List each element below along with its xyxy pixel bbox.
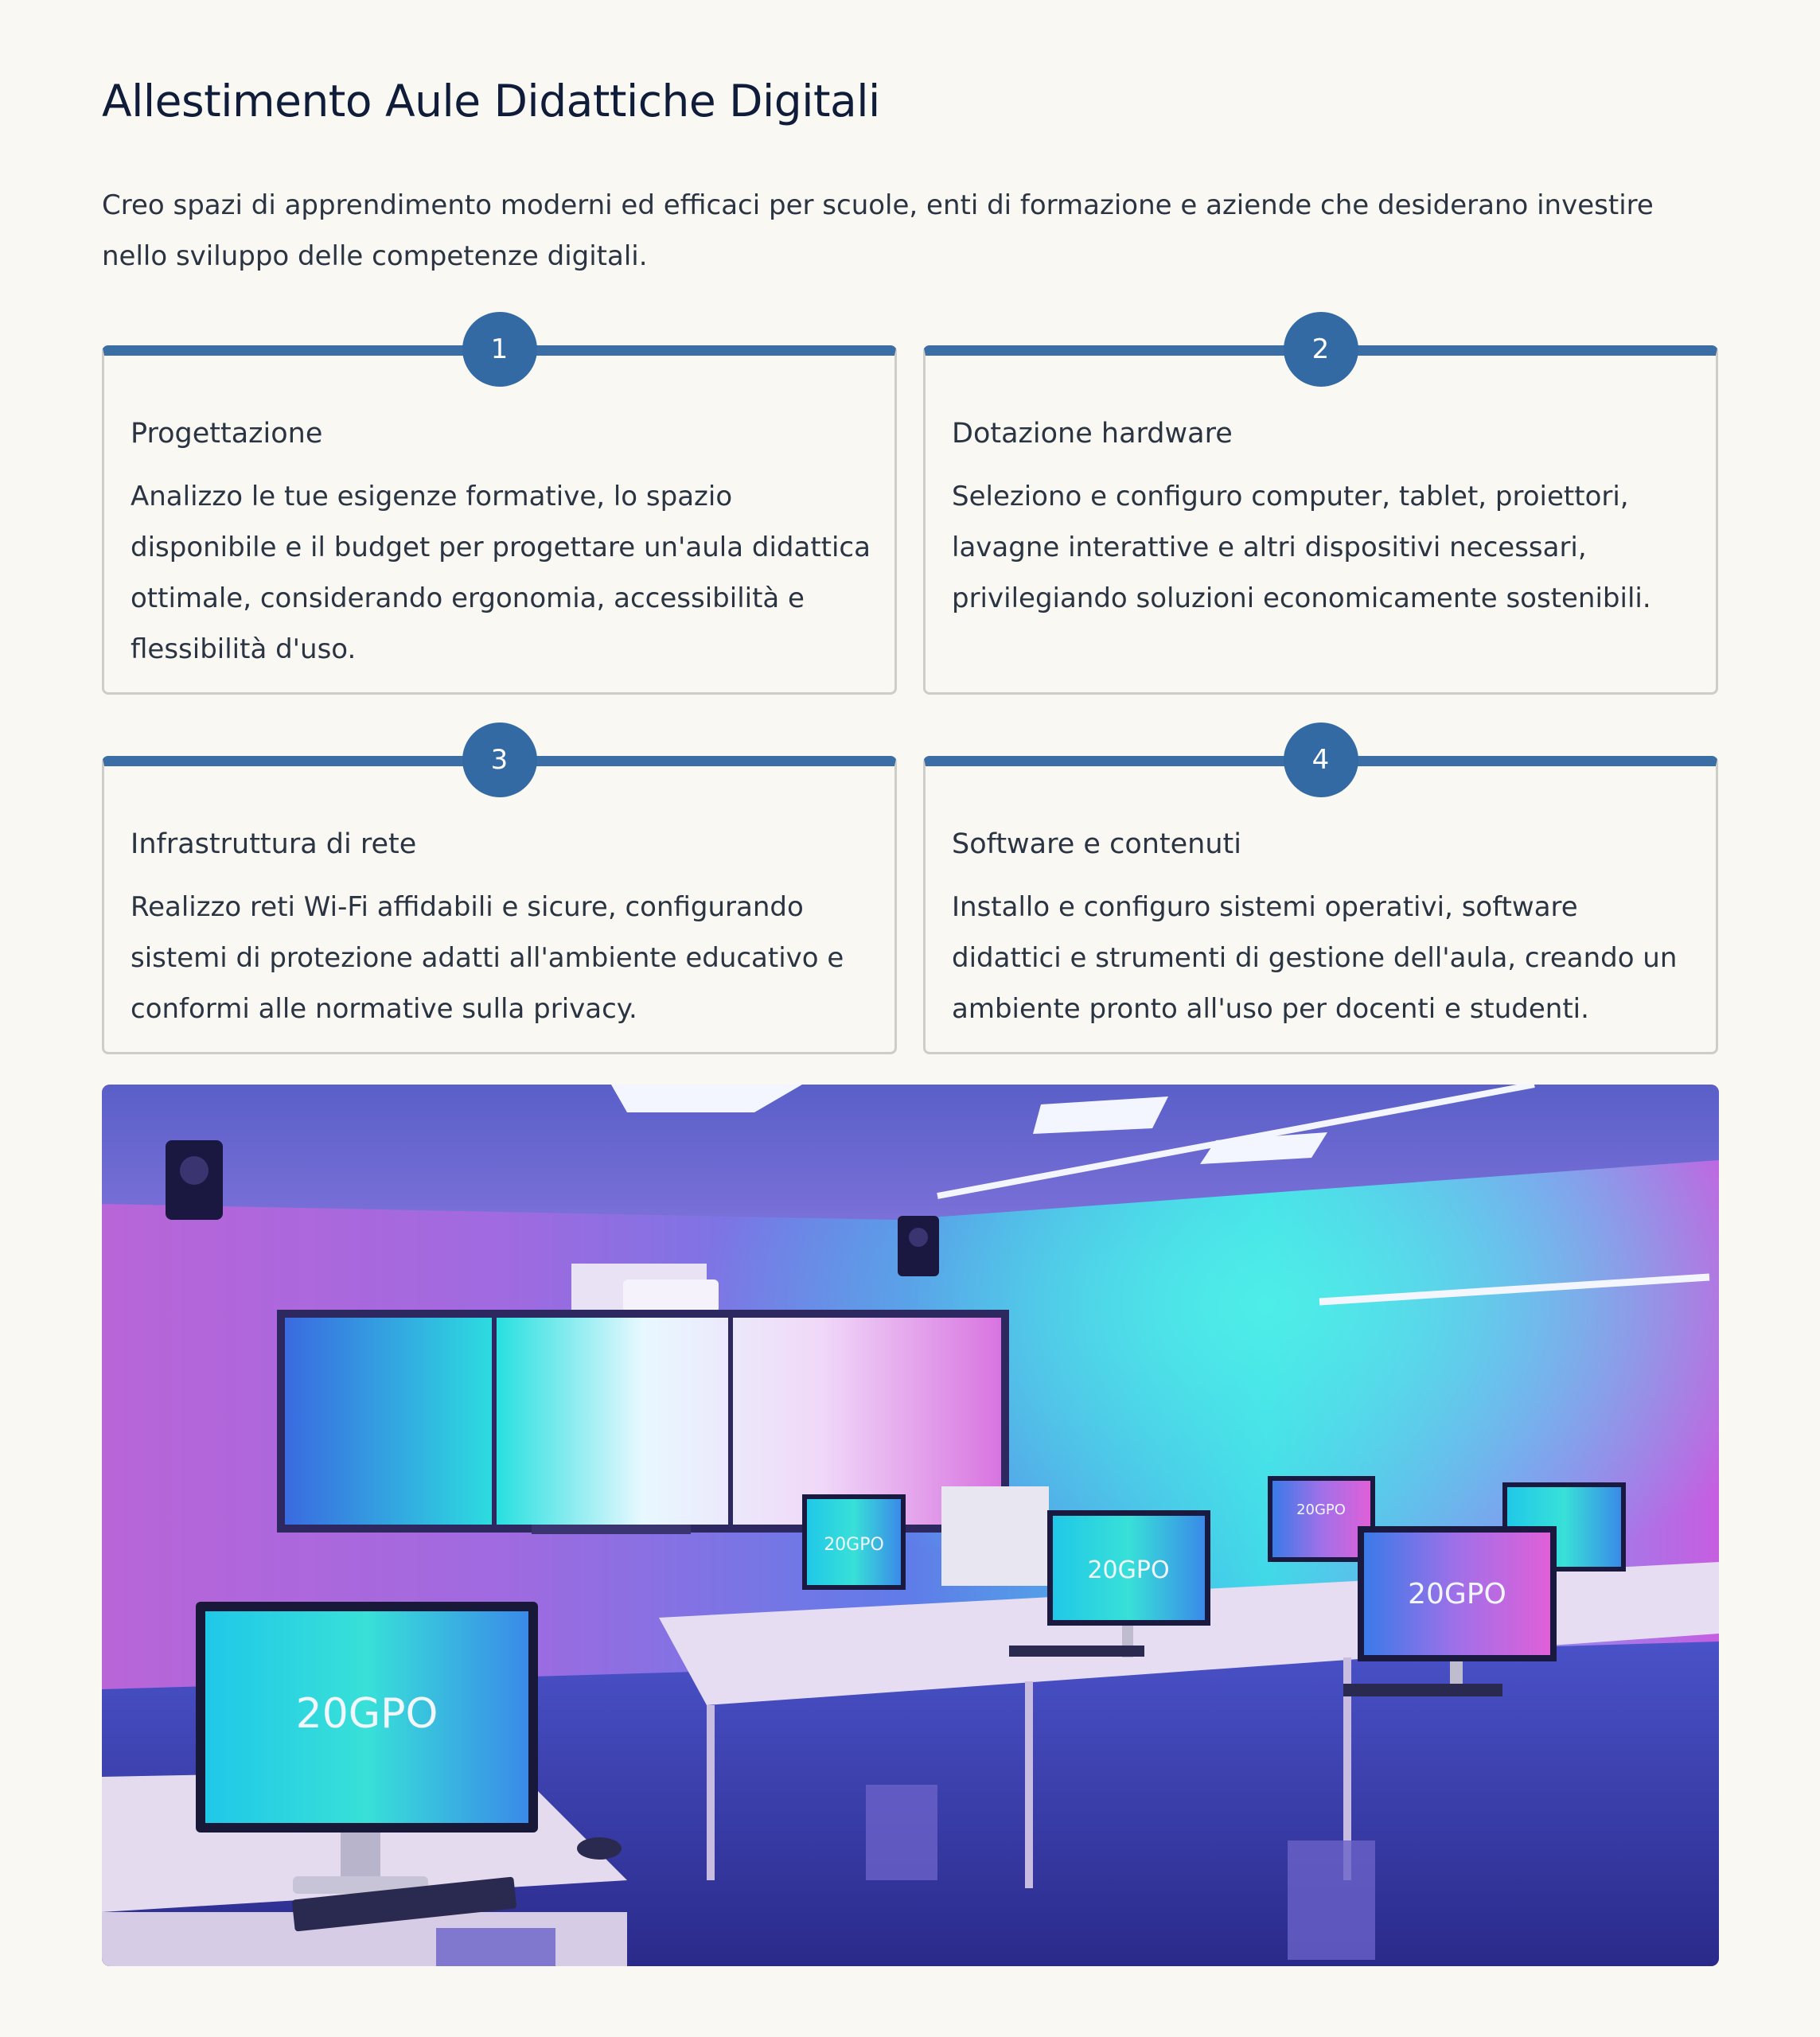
step-text-1: Analizzo le tue esigenze formative, lo spazio disponibile e il budget per progettare un'aula didattica ottimale, considerando ergonomia, accessibilità e flessibilità d'uso. bbox=[131, 481, 871, 665]
step-card-2 bbox=[923, 333, 1718, 695]
step-title-4: Software e contenuti bbox=[952, 828, 1241, 860]
step-text-2: Seleziono e configuro computer, tablet, proiettori, lavagne interattive e altri dispositivi necessari, privilegiando soluzioni economicamente sostenibili. bbox=[952, 481, 1651, 614]
right-monitor-label: 20GPO bbox=[1408, 1578, 1506, 1611]
step-text-4: Installo e configuro sistemi operativi, software didattici e strumenti di gestione dell'aula, creando un ambiente pronto all'uso per docenti e studenti. bbox=[952, 891, 1678, 1025]
step-badge-4: 4 bbox=[1284, 722, 1358, 797]
step-title-1: Progettazione bbox=[131, 418, 323, 450]
step-title-2: Dotazione hardware bbox=[952, 418, 1233, 450]
step-badge-3: 3 bbox=[462, 722, 537, 797]
classroom-illustration bbox=[102, 1085, 1719, 1966]
step-badge-1: 1 bbox=[462, 312, 537, 387]
section-intro: Creo spazi di apprendimento moderni ed efficaci per scuole, enti di formazione e aziende che desiderano investire nello sviluppo delle competenze digitali. bbox=[102, 189, 1654, 272]
middle-monitor-label: 20GPO bbox=[1087, 1556, 1170, 1584]
step-card-4 bbox=[923, 744, 1718, 1054]
step-text-3: Realizzo reti Wi-Fi affidabili e sicure, configurando sistemi di protezione adatti all'ambiente educativo e conformi alle normative sulla privacy. bbox=[131, 891, 844, 1025]
back-monitor-label-2: 20GPO bbox=[1296, 1501, 1346, 1518]
section-title: Allestimento Aule Didattiche Digitali bbox=[102, 76, 880, 127]
step-card-1 bbox=[102, 333, 897, 695]
step-badge-2: 2 bbox=[1284, 312, 1358, 387]
step-card-3 bbox=[102, 744, 897, 1054]
classroom-image bbox=[102, 1085, 1719, 1966]
back-monitor-label: 20GPO bbox=[824, 1535, 884, 1555]
front-monitor-label: 20GPO bbox=[295, 1690, 438, 1738]
step-title-3: Infrastruttura di rete bbox=[131, 828, 417, 860]
